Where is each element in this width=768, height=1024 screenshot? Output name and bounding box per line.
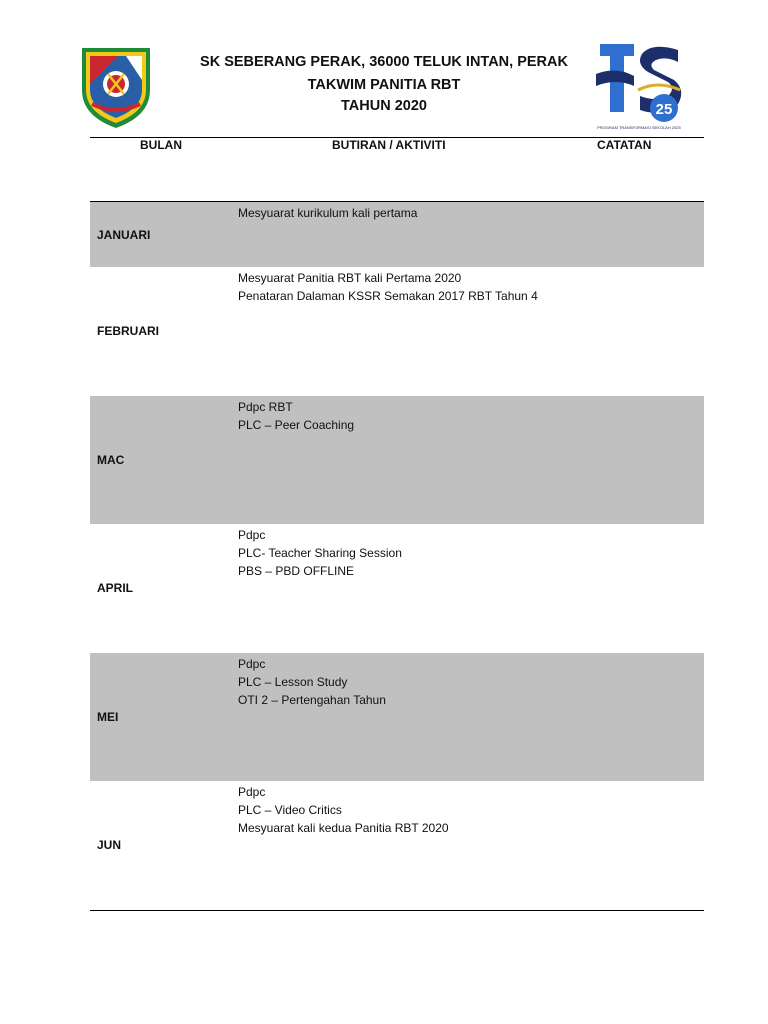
activity-item: Mesyuarat Panitia RBT kali Pertama 2020 bbox=[238, 271, 462, 285]
month-label: JANUARI bbox=[97, 228, 151, 242]
activity-list bbox=[238, 783, 449, 837]
activity-table bbox=[90, 201, 704, 909]
activity-item: PBS – PBD OFFLINE bbox=[238, 564, 355, 578]
activity-item: Mesyuarat kurikulum kali pertama bbox=[238, 206, 418, 220]
activity-item: Pdpc RBT bbox=[238, 400, 293, 414]
calendar-title: TAKWIM PANITIA RBT bbox=[307, 77, 461, 93]
month-label: FEBRUARI bbox=[97, 324, 159, 338]
month-label: APRIL bbox=[97, 581, 133, 595]
table-row bbox=[90, 267, 704, 396]
year-title: TAHUN 2020 bbox=[341, 98, 427, 114]
logo-number: 25 bbox=[655, 101, 673, 118]
column-header-butiran: BUTIRAN / AKTIVITI bbox=[332, 138, 446, 152]
activity-item: PLC – Video Critics bbox=[238, 803, 342, 817]
activity-item: OTI 2 – Pertengahan Tahun bbox=[238, 693, 386, 707]
activity-list bbox=[238, 526, 402, 580]
activity-item: Penataran Dalaman KSSR Semakan 2017 RBT Tahun 4 bbox=[238, 289, 538, 303]
logo-caption: PROGRAM TRANSFORMASI SEKOLAH 2025 bbox=[597, 125, 681, 130]
month-label: MAC bbox=[97, 453, 125, 467]
document-header bbox=[0, 0, 768, 135]
month-label: JUN bbox=[97, 838, 122, 852]
activity-list bbox=[238, 655, 386, 709]
activity-list bbox=[238, 398, 354, 434]
table-row bbox=[90, 653, 704, 781]
activity-list bbox=[238, 269, 538, 305]
column-header-catatan: CATATAN bbox=[597, 138, 652, 152]
transformation-logo-icon bbox=[594, 40, 684, 132]
column-header-bulan: BULAN bbox=[140, 138, 182, 152]
activity-item: PLC – Peer Coaching bbox=[238, 418, 355, 432]
table-bottom-border bbox=[90, 910, 704, 911]
activity-item: Pdpc bbox=[238, 785, 266, 799]
school-name: SK SEBERANG PERAK, 36000 TELUK INTAN, PERAK bbox=[200, 54, 568, 70]
activity-item: PLC – Lesson Study bbox=[238, 675, 348, 689]
table-row bbox=[90, 781, 704, 909]
table-row bbox=[90, 396, 704, 524]
activity-item: PLC- Teacher Sharing Session bbox=[238, 546, 402, 560]
table-row bbox=[90, 524, 704, 653]
school-crest-icon bbox=[78, 44, 154, 130]
month-label: MEI bbox=[97, 710, 119, 724]
activity-list bbox=[238, 204, 417, 222]
activity-item: Mesyuarat kali kedua Panitia RBT 2020 bbox=[238, 821, 449, 835]
activity-item: Pdpc bbox=[238, 528, 266, 542]
activity-item: Pdpc bbox=[238, 657, 266, 671]
table-row bbox=[90, 202, 704, 267]
